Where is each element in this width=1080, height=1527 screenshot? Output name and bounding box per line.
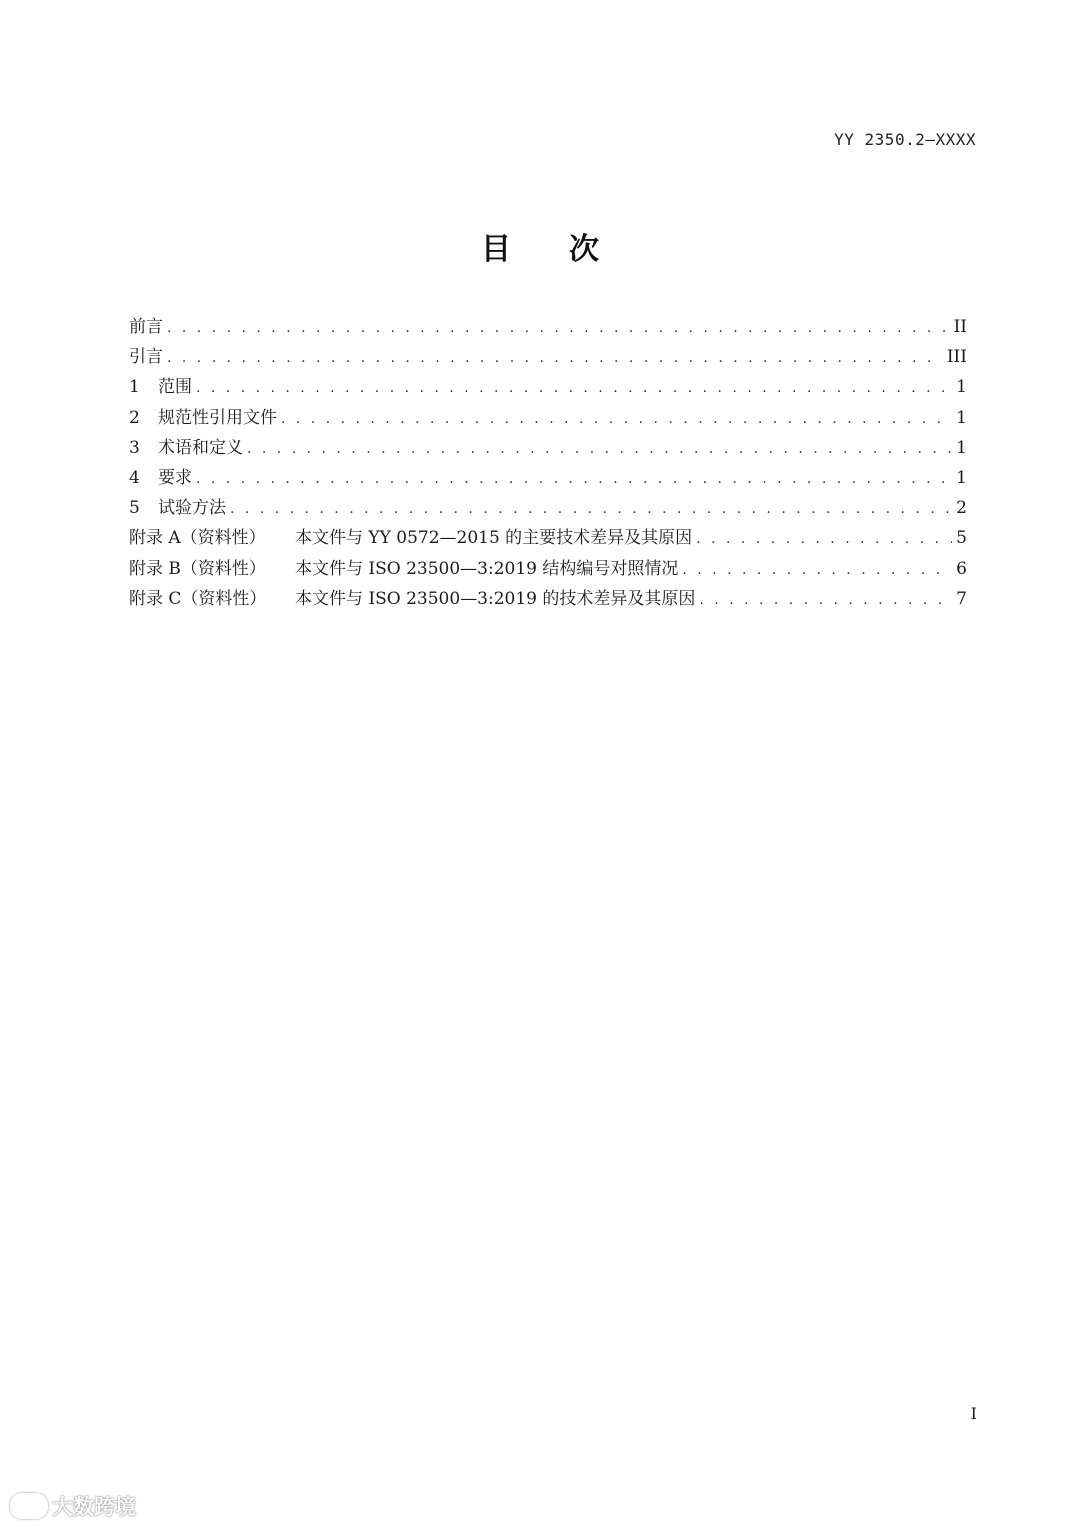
toc-leader-dots (699, 585, 952, 615)
toc-entry-page: 5 (956, 528, 967, 549)
document-code: YY 2350.2—XXXX (834, 130, 976, 149)
toc-entry-label: 本文件与 ISO 23500—3:2019 的技术差异及其原因 (295, 588, 696, 609)
toc-leader-dots (167, 313, 950, 343)
toc-leader-dots (247, 434, 952, 464)
watermark (10, 1491, 136, 1521)
toc-title-char: 目 (481, 232, 511, 267)
toc-entry-page: 1 (956, 407, 967, 428)
toc-entry-page: 1 (956, 467, 967, 488)
toc-entry-label: 试验方法 (158, 498, 226, 519)
toc-entry-number: 2 (129, 407, 140, 428)
page-number: I (970, 1404, 977, 1423)
toc-entry-label: 前言 (129, 317, 163, 337)
toc-entry-label: 要求 (158, 467, 192, 488)
toc-leader-dots (196, 373, 952, 403)
toc-appendix-prefix: 附录 A（资料性） (129, 528, 266, 549)
toc-entry-terms-definitions[interactable] (129, 433, 967, 463)
toc-entry-number: 1 (129, 377, 140, 398)
toc-entry-page: II (953, 317, 967, 337)
toc-entry-introduction[interactable] (129, 342, 967, 372)
toc-leader-dots (281, 404, 952, 434)
toc-leader-dots (230, 494, 952, 524)
toc-title (0, 224, 1080, 268)
toc-entry-appendix-c[interactable] (129, 584, 967, 614)
toc-entry-test-methods[interactable] (129, 493, 967, 523)
toc-entry-number: 5 (129, 498, 140, 519)
toc-entry-page: 1 (956, 377, 967, 398)
toc-entry-appendix-a[interactable] (129, 523, 967, 553)
toc-appendix-prefix: 附录 B（资料性） (129, 558, 266, 579)
toc-entry-label: 本文件与 YY 0572—2015 的主要技术差异及其原因 (295, 528, 693, 549)
toc-entry-label: 范围 (158, 377, 192, 398)
toc-leader-dots (167, 343, 943, 373)
watermark-text: 大数跨境 (52, 1495, 136, 1519)
toc-entry-label: 术语和定义 (158, 437, 243, 458)
toc-entry-scope[interactable] (129, 372, 967, 402)
toc-entry-number: 4 (129, 467, 140, 488)
toc-leader-dots (196, 464, 952, 494)
watermark-logo-icon (10, 1493, 48, 1519)
toc-entry-page: 2 (956, 498, 967, 519)
toc-entry-page: 6 (956, 558, 967, 579)
toc-appendix-prefix: 附录 C（资料性） (129, 588, 267, 609)
table-of-contents (129, 312, 967, 614)
toc-entry-page: 7 (956, 588, 967, 609)
toc-entry-label: 引言 (129, 347, 163, 368)
toc-entry-preface[interactable] (129, 312, 967, 342)
toc-entry-requirements[interactable] (129, 463, 967, 493)
toc-leader-dots (682, 555, 952, 585)
toc-entry-appendix-b[interactable] (129, 554, 967, 584)
toc-entry-label: 本文件与 ISO 23500—3:2019 结构编号对照情况 (295, 558, 679, 579)
toc-entry-page: III (946, 347, 967, 368)
toc-title-char: 次 (569, 232, 599, 267)
toc-entry-label: 规范性引用文件 (158, 407, 277, 428)
toc-entry-normative-references[interactable] (129, 403, 967, 433)
toc-entry-number: 3 (129, 437, 140, 458)
toc-leader-dots (696, 524, 952, 554)
toc-entry-page: 1 (956, 437, 967, 458)
